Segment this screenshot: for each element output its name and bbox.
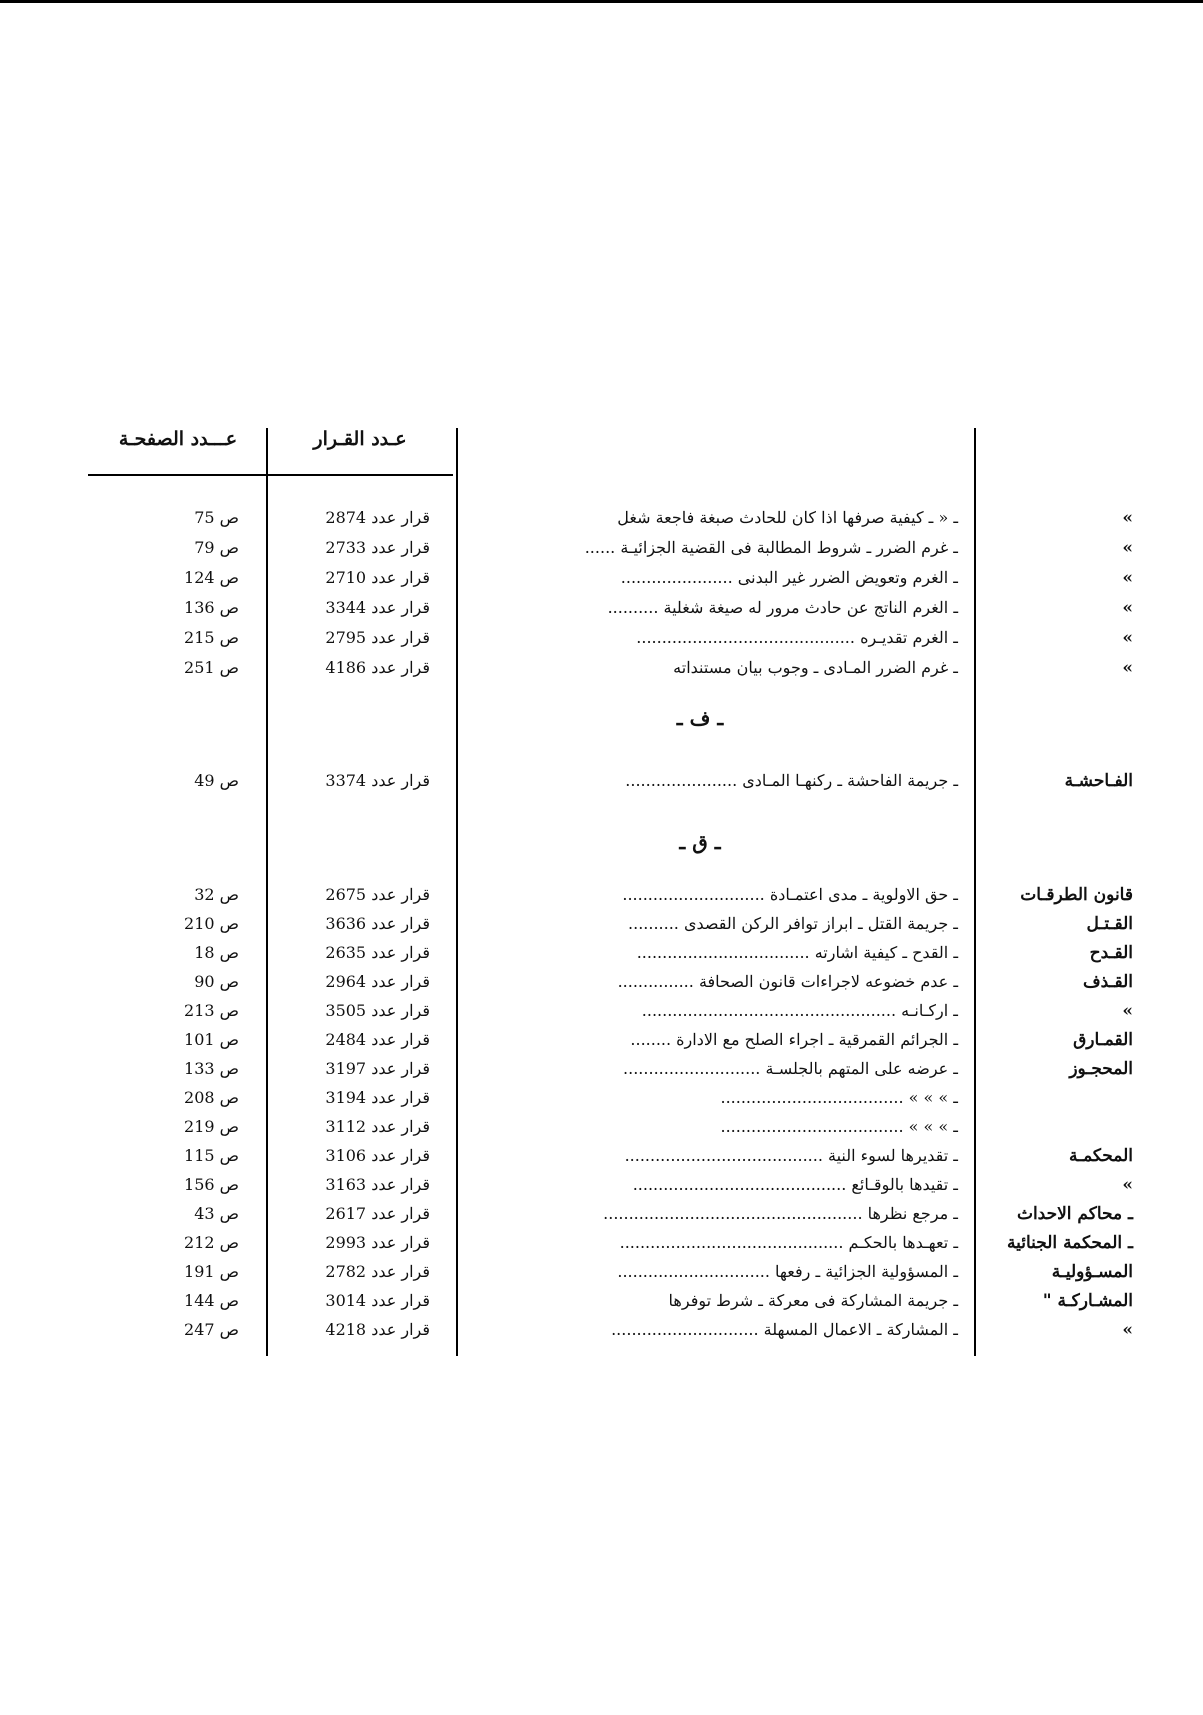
row-heading: المسـؤوليـة [1051,1262,1133,1282]
row-decision-number: قرار عدد 3014 [325,1291,430,1310]
row-description: ـ القدح ـ كيفية اشارته .................................. [636,943,958,962]
row-decision-number: قرار عدد 2795 [325,628,430,647]
row-decision-number: قرار عدد 2874 [325,508,430,527]
row-heading: القمـارق [1073,1030,1133,1050]
row-heading: » [1122,508,1133,528]
index-row [0,1054,1203,1084]
decision-column-header: عـدد القـرار [313,428,407,450]
row-decision-number: قرار عدد 4218 [325,1320,430,1339]
row-page-number: ص 210 [184,914,239,933]
row-decision-number: قرار عدد 3636 [325,914,430,933]
index-row [0,593,1203,623]
row-page-number: ص 75 [194,508,239,527]
index-row [0,996,1203,1026]
row-decision-number: قرار عدد 2635 [325,943,430,962]
row-page-number: ص 49 [194,771,239,790]
row-decision-number: قرار عدد 3374 [325,771,430,790]
row-description: ـ عدم خضوعه لاجراءات قانون الصحافة ............... [617,972,958,991]
row-decision-number: قرار عدد 2993 [325,1233,430,1252]
row-decision-number: قرار عدد 2484 [325,1030,430,1049]
row-page-number: ص 79 [194,538,239,557]
row-heading: ـ محاكم الاحداث [1016,1204,1133,1224]
row-heading: المشـاركـة " [1042,1291,1133,1311]
row-page-number: ص 124 [184,568,239,587]
row-decision-number: قرار عدد 3505 [325,1001,430,1020]
index-row [0,1257,1203,1287]
index-row [0,909,1203,939]
row-description: ـ عرضه على المتهم بالجلسـة ........................... [623,1059,958,1078]
row-heading: » [1122,538,1133,558]
row-description: ـ » » » .................................... [720,1117,958,1136]
row-heading: » [1122,568,1133,588]
section-letter-qaf: ـ ق ـ [679,830,721,854]
row-decision-number: قرار عدد 3163 [325,1175,430,1194]
row-decision-number: قرار عدد 3112 [325,1117,430,1136]
row-page-number: ص 215 [184,628,239,647]
page-column-header: عـــدد الصفحـة [118,428,238,450]
row-decision-number: قرار عدد 2617 [325,1204,430,1223]
index-row [0,1112,1203,1142]
row-description: ـ الغرم وتعويض الضرر غير البدنى ...................... [620,568,958,587]
index-row [0,1141,1203,1171]
row-heading: القـدح [1089,943,1133,963]
row-page-number: ص 208 [184,1088,239,1107]
index-row [0,563,1203,593]
row-description: ـ جريمة القتل ـ ابراز توافر الركن القصدى .......... [628,914,958,933]
row-decision-number: قرار عدد 2782 [325,1262,430,1281]
row-description: ـ جريمة الفاحشة ـ ركنهـا المـادى ...................... [625,771,958,790]
row-description: ـ الغرم الناتج عن حادث مرور له صيغة شغلية .......... [607,598,958,617]
row-page-number: ص 251 [184,658,239,677]
index-row [0,1025,1203,1055]
row-heading: القـذف [1082,972,1133,992]
row-decision-number: قرار عدد 3197 [325,1059,430,1078]
row-description: ـ المشاركة ـ الاعمال المسهلة ............................. [611,1320,958,1339]
row-page-number: ص 191 [184,1262,239,1281]
top-border-rule [0,0,1203,3]
row-page-number: ص 32 [194,885,239,904]
index-row [0,880,1203,910]
row-description: ـ تعهـدها بالحكـم ............................................ [619,1233,958,1252]
row-description: ـ تقيدها بالوقـائع .......................................... [632,1175,958,1194]
row-description: ـ غرم الضرر ـ شروط المطالبة فى القضية الجزائيـة ...... [584,538,958,557]
row-description: ـ تقديرها لسوء النية ....................................... [624,1146,958,1165]
row-heading: المحكمـة [1068,1146,1133,1166]
row-page-number: ص 213 [184,1001,239,1020]
row-decision-number: قرار عدد 2964 [325,972,430,991]
index-row [0,503,1203,533]
row-description: ـ مرجع نظرها ................................................... [603,1204,958,1223]
row-description: ـ جريمة المشاركة فى معركة ـ شرط توفرها [668,1291,958,1310]
index-row [0,766,1203,796]
row-description: ـ « ـ كيفية صرفها اذا كان للحادث صبغة فاجعة شغل [617,508,958,527]
row-heading: » [1122,1001,1133,1021]
row-decision-number: قرار عدد 3344 [325,598,430,617]
index-row [0,1170,1203,1200]
row-description: ـ » » » .................................... [720,1088,958,1107]
row-heading: » [1122,658,1133,678]
row-decision-number: قرار عدد 2710 [325,568,430,587]
row-heading: » [1122,1175,1133,1195]
row-heading: المحجـوز [1069,1059,1133,1079]
index-row [0,938,1203,968]
row-page-number: ص 144 [184,1291,239,1310]
row-page-number: ص 133 [184,1059,239,1078]
row-heading: » [1122,628,1133,648]
row-description: ـ الجرائم القمرقية ـ اجراء الصلح مع الادارة ........ [630,1030,958,1049]
row-description: ـ اركـانـه .................................................. [641,1001,958,1020]
row-heading: ـ المحكمة الجنائية [1006,1233,1133,1253]
index-row [0,967,1203,997]
index-row [0,1228,1203,1258]
row-page-number: ص 247 [184,1320,239,1339]
row-description: ـ حق الاولوية ـ مدى اعتمـادة ............................ [622,885,958,904]
row-page-number: ص 43 [194,1204,239,1223]
row-heading: قانون الطرقـات [1020,885,1133,905]
row-page-number: ص 90 [194,972,239,991]
index-row [0,653,1203,683]
header-underline [88,474,453,476]
row-decision-number: قرار عدد 2675 [325,885,430,904]
row-decision-number: قرار عدد 4186 [325,658,430,677]
row-description: ـ الغرم تقديـره ........................................... [636,628,958,647]
row-heading: » [1122,598,1133,618]
row-page-number: ص 115 [184,1146,239,1165]
index-row [0,623,1203,653]
row-heading: » [1122,1320,1133,1340]
index-row [0,1083,1203,1113]
row-description: ـ غرم الضرر المـادى ـ وجوب بيان مستنداته [673,658,958,677]
index-row [0,533,1203,563]
row-heading: القـتـل [1086,914,1133,934]
row-page-number: ص 101 [184,1030,239,1049]
row-heading: الفـاحشـة [1064,771,1133,791]
row-decision-number: قرار عدد 3106 [325,1146,430,1165]
index-row [0,1315,1203,1345]
row-page-number: ص 18 [194,943,239,962]
row-decision-number: قرار عدد 2733 [325,538,430,557]
row-description: ـ المسؤولية الجزائية ـ رفعها .............................. [617,1262,958,1281]
row-decision-number: قرار عدد 3194 [325,1088,430,1107]
row-page-number: ص 136 [184,598,239,617]
section-letter-fa: ـ ف ـ [676,706,724,730]
row-page-number: ص 156 [184,1175,239,1194]
row-page-number: ص 219 [184,1117,239,1136]
index-row [0,1286,1203,1316]
row-page-number: ص 212 [184,1233,239,1252]
index-row [0,1199,1203,1229]
